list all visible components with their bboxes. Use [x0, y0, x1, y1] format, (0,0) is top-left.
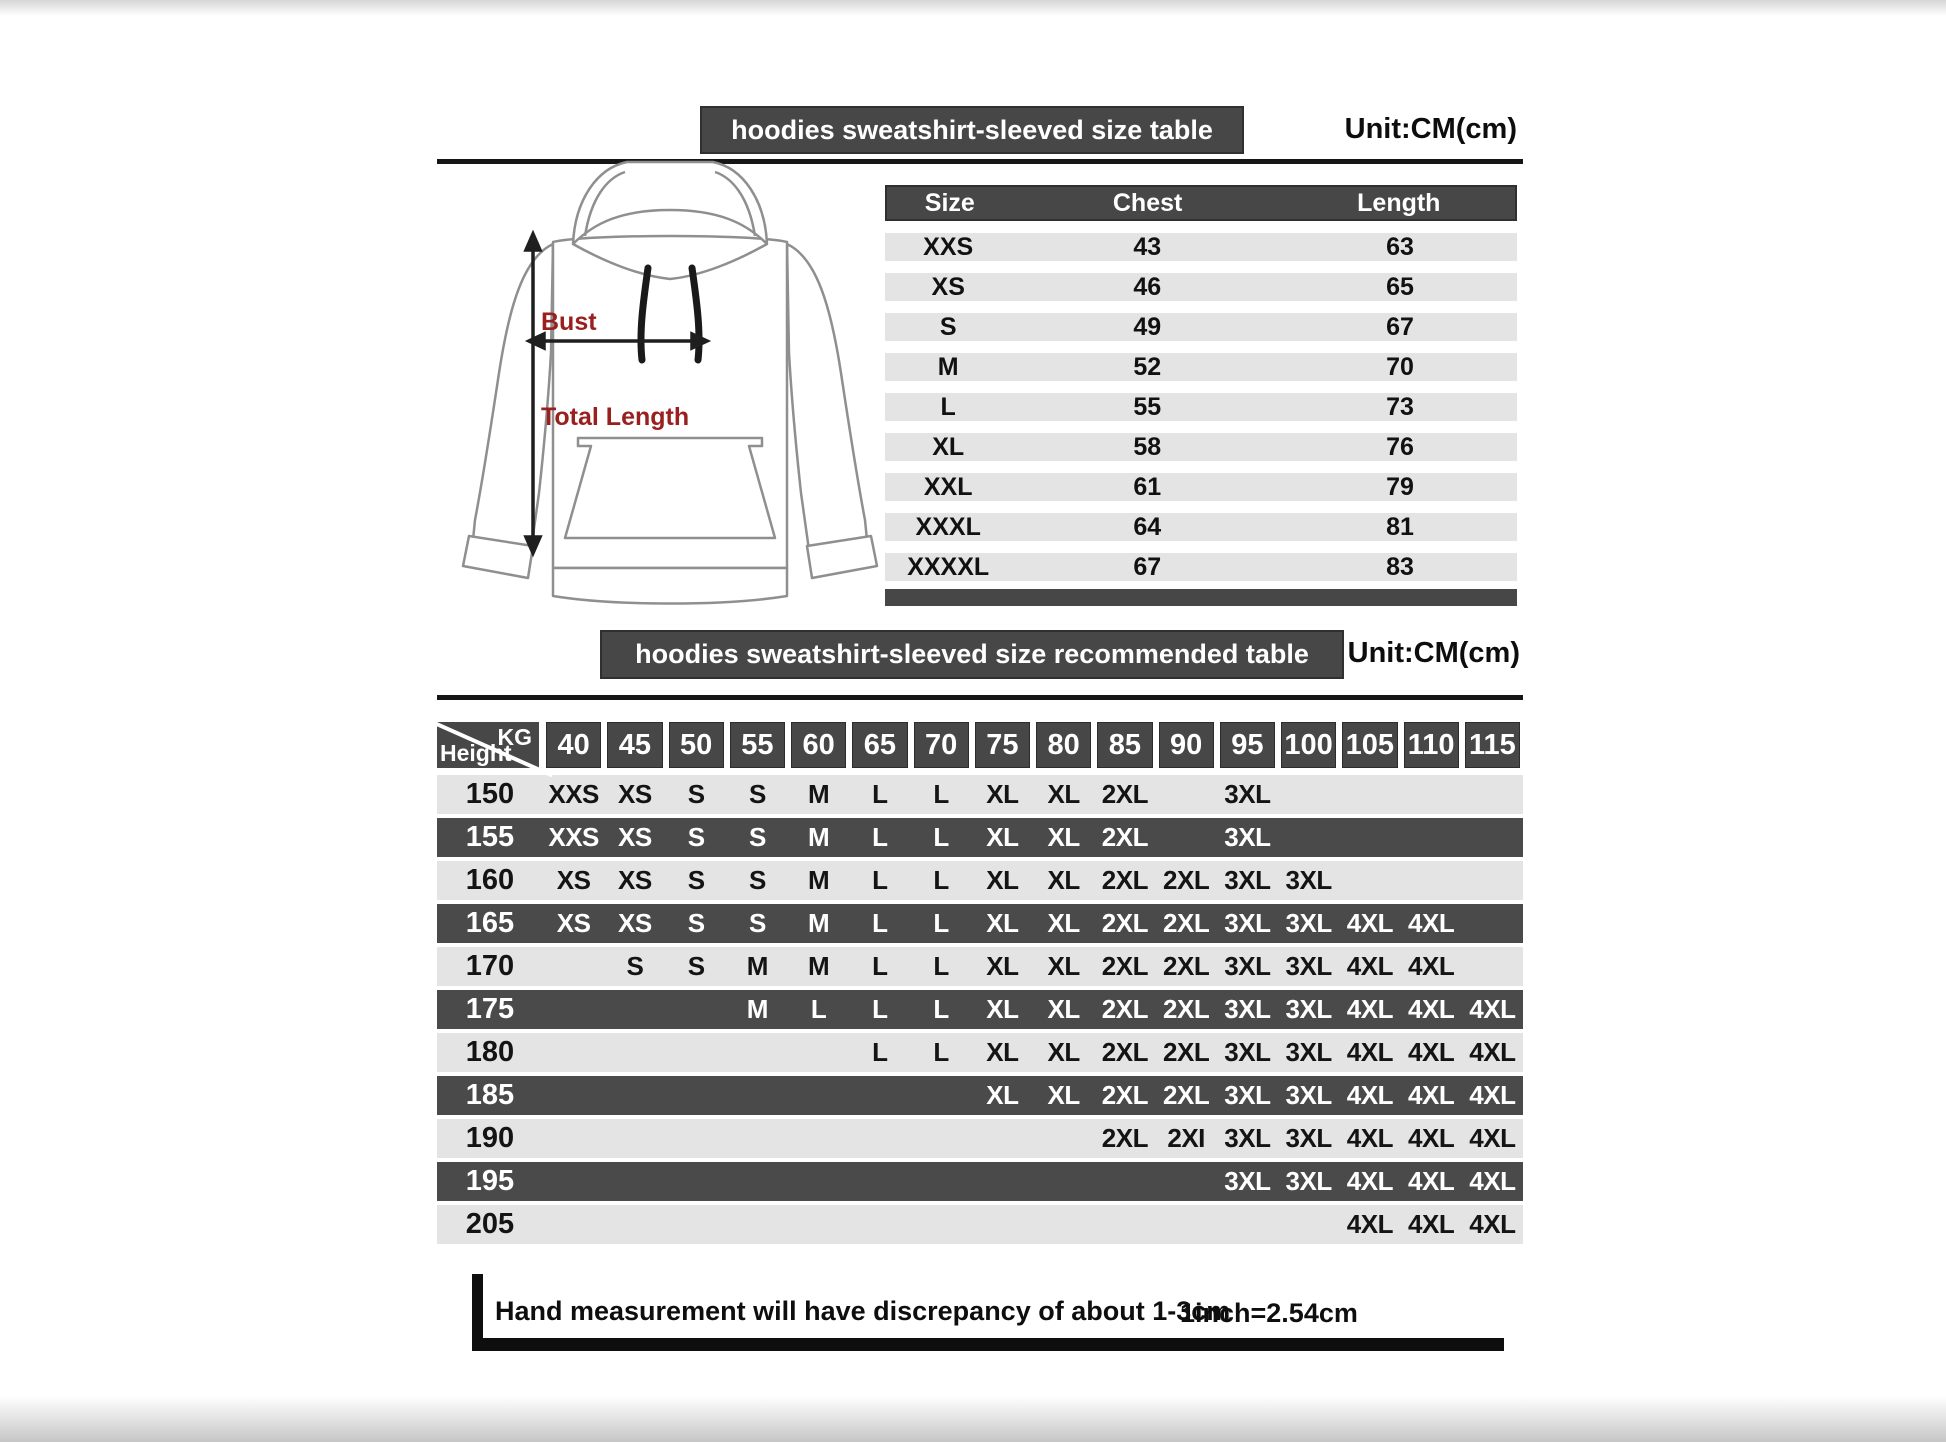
size-recommendation-cell: 2XL [1101, 951, 1148, 981]
size-recommendation-cell: 2XL [1101, 1123, 1148, 1153]
weight-header-cell: 70 [914, 722, 969, 768]
length-column-header: Length [1357, 188, 1441, 217]
size-recommendation-cell: M [808, 822, 830, 852]
recommended-row [437, 1033, 1523, 1072]
size-table-row [885, 353, 1517, 381]
divider-line-middle [437, 695, 1523, 700]
weight-header-cell: 45 [607, 722, 662, 768]
recommended-table-rows [437, 775, 1523, 1244]
recommended-row [437, 904, 1523, 943]
size-recommendation-cell: 2XL [1101, 1037, 1148, 1067]
chest-cell: 55 [1133, 393, 1162, 421]
recommended-row [437, 1162, 1523, 1201]
size-cell: XS [931, 273, 965, 301]
weight-header-cell: 90 [1159, 722, 1214, 768]
size-recommendation-cell: M [808, 908, 830, 938]
height-row-label: 175 [465, 993, 515, 1025]
size-recommendation-cell: XL [986, 994, 1019, 1024]
size-recommendation-cell: 4XL [1346, 994, 1393, 1024]
size-table-row [885, 313, 1517, 341]
size-recommendation-cell: 2XL [1163, 1037, 1210, 1067]
size-recommendation-cell: 2XL [1163, 994, 1210, 1024]
size-recommendation-cell: L [872, 865, 888, 895]
size-recommendation-cell: 4XL [1408, 994, 1455, 1024]
bust-label: Bust [541, 308, 597, 336]
size-recommendation-cell: 3XL [1224, 779, 1271, 809]
size-recommendation-cell: XL [1047, 951, 1080, 981]
size-recommendation-cell: XL [986, 951, 1019, 981]
recommended-row [437, 1205, 1523, 1244]
size-recommendation-cell: L [933, 865, 949, 895]
weight-header-cell: 50 [669, 722, 724, 768]
recommended-row [437, 861, 1523, 900]
size-recommendation-cell: XL [986, 779, 1019, 809]
chest-column-header: Chest [1112, 188, 1183, 217]
size-recommendation-cell: XL [1047, 1080, 1080, 1110]
size-recommendation-cell: S [626, 951, 644, 981]
size-column-header: Size [924, 188, 975, 217]
size-recommendation-cell: L [872, 908, 888, 938]
footnote-underline [472, 1338, 1504, 1351]
size-recommendation-cell: L [933, 994, 949, 1024]
total-length-label: Total Length [541, 403, 690, 431]
recommended-table-unit-label: Unit:CM(cm) [1347, 637, 1520, 669]
size-recommendation-cell: S [748, 865, 766, 895]
size-recommendation-cell: L [872, 994, 888, 1024]
size-recommendation-cell: 2XL [1163, 908, 1210, 938]
weight-header-cell: 75 [975, 722, 1030, 768]
chest-cell: 61 [1133, 473, 1162, 501]
size-recommendation-cell: 2XL [1101, 1080, 1148, 1110]
size-recommendation-cell: 4XL [1346, 1209, 1393, 1239]
size-recommendation-cell: L [872, 1037, 888, 1067]
size-recommendation-cell: XS [556, 908, 591, 938]
length-cell: 65 [1386, 273, 1414, 301]
size-recommendation-cell: XL [986, 865, 1019, 895]
hoodie-measurement-diagram [445, 148, 895, 628]
size-recommendation-cell: 4XL [1469, 1123, 1516, 1153]
height-row-label: 170 [465, 950, 515, 982]
size-recommendation-cell: L [872, 822, 888, 852]
size-recommendation-cell: XL [986, 1080, 1019, 1110]
size-recommendation-cell: 2XL [1101, 779, 1148, 809]
size-recommendation-cell: 3XL [1224, 951, 1271, 981]
size-recommendation-cell: XL [1047, 908, 1080, 938]
length-cell: 81 [1386, 513, 1414, 541]
size-cell: XL [932, 433, 965, 461]
weight-header-cell: 95 [1220, 722, 1275, 768]
hoodie-hem [553, 568, 787, 604]
size-recommendation-cell: 4XL [1346, 1166, 1393, 1196]
size-recommendation-cell: S [687, 822, 705, 852]
size-recommendation-cell: XXS [548, 779, 599, 809]
size-recommendation-cell: XS [556, 865, 591, 895]
height-row-label: 195 [465, 1165, 515, 1197]
size-recommendation-cell: L [810, 994, 827, 1024]
chest-cell: 49 [1133, 313, 1162, 341]
size-recommendation-cell: XL [1047, 994, 1080, 1024]
hoodie-pocket [565, 438, 775, 538]
recommended-row [437, 990, 1523, 1029]
height-row-label: 205 [465, 1208, 515, 1240]
length-cell: 67 [1386, 313, 1414, 341]
size-recommendation-cell: 4XL [1469, 1166, 1516, 1196]
size-recommendation-cell: XL [986, 908, 1019, 938]
size-recommendation-cell: 4XL [1346, 951, 1393, 981]
size-recommendation-cell: M [808, 779, 830, 809]
size-recommendation-cell: XS [618, 822, 652, 852]
size-recommendation-cell: XXS [548, 822, 599, 852]
inch-conversion-note: 1inch=2.54cm [1180, 1298, 1358, 1328]
chest-cell: 46 [1133, 273, 1162, 301]
size-recommendation-cell: XL [1047, 1037, 1080, 1067]
weight-header-cell: 115 [1465, 722, 1520, 768]
size-recommendation-cell: 4XL [1469, 994, 1516, 1024]
hoodie-hood [573, 162, 767, 244]
photo-edge-top [0, 0, 1946, 16]
size-cell: XXXXL [907, 553, 990, 581]
size-recommendation-cell: 4XL [1469, 1080, 1516, 1110]
recommended-table-title: hoodies sweatshirt-sleeved size recommended table [600, 630, 1344, 679]
size-recommendation-cell: L [933, 822, 949, 852]
size-recommendation-cell: L [933, 951, 949, 981]
size-recommendation-cell: S [748, 908, 766, 938]
height-row-label: 190 [465, 1122, 515, 1154]
size-recommendation-cell: S [687, 951, 705, 981]
size-recommendation-cell: 2XL [1101, 865, 1148, 895]
size-recommendation-cell: 3XL [1285, 1080, 1332, 1110]
size-recommendation-cell: 3XL [1224, 865, 1271, 895]
size-recommendation-cell: 4XL [1408, 951, 1455, 981]
weight-header-cell: 100 [1281, 722, 1336, 768]
size-recommendation-cell: 2XL [1163, 1080, 1210, 1110]
size-recommendation-cell: 4XL [1408, 1209, 1455, 1239]
size-recommendation-cell: 3XL [1285, 951, 1332, 981]
size-recommendation-cell: L [933, 779, 949, 809]
size-recommendation-cell: 3XL [1285, 908, 1332, 938]
size-recommendation-cell: M [808, 951, 830, 981]
recommended-table-header [437, 722, 1523, 768]
weight-header-cell: 105 [1342, 722, 1397, 768]
size-table-row [885, 273, 1517, 301]
size-recommendation-cell: 4XL [1408, 1037, 1455, 1067]
size-table-row [885, 433, 1517, 461]
weight-header-cell: 80 [1036, 722, 1091, 768]
size-recommendation-cell: 3XL [1224, 908, 1271, 938]
size-recommendation-cell: XL [986, 1037, 1019, 1067]
hoodie-left-sleeve [473, 244, 553, 550]
length-cell: 83 [1386, 553, 1414, 581]
size-recommendation-cell: 4XL [1408, 1080, 1455, 1110]
size-recommendation-cell: 2XL [1101, 994, 1148, 1024]
length-cell: 70 [1386, 353, 1414, 381]
size-recommendation-cell: 4XL [1346, 1080, 1393, 1110]
recommended-row [437, 775, 1523, 814]
size-table-row [885, 553, 1517, 581]
measurement-discrepancy-note: Hand measurement will have discrepancy of about 1-3cm [495, 1296, 1231, 1326]
size-recommendation-cell: 3XL [1285, 865, 1332, 895]
size-recommendation-cell: M [746, 994, 768, 1024]
recommended-row [437, 818, 1523, 857]
size-recommendation-cell: 4XL [1346, 1037, 1393, 1067]
size-recommendation-cell: 4XL [1346, 908, 1393, 938]
size-recommendation-cell: 3XL [1285, 1166, 1332, 1196]
size-recommendation-cell: 3XL [1285, 1123, 1332, 1153]
length-cell: 76 [1386, 433, 1414, 461]
size-recommendation-cell: 3XL [1224, 1080, 1271, 1110]
size-table-header [885, 185, 1517, 221]
size-table-row [885, 513, 1517, 541]
size-recommendation-cell: S [687, 779, 705, 809]
size-recommendation-cell: XL [1047, 822, 1080, 852]
recommended-row [437, 1076, 1523, 1115]
size-recommendation-cell: XL [1047, 779, 1080, 809]
size-recommendation-cell: 4XL [1408, 1166, 1455, 1196]
size-recommendation-cell: 3XL [1285, 1037, 1332, 1067]
weight-header-cell: 60 [791, 722, 846, 768]
size-cell: S [939, 313, 957, 341]
size-recommendation-cell: S [748, 822, 766, 852]
size-recommendation-cell: 2XL [1101, 822, 1148, 852]
footnote-vertical-bar [472, 1274, 483, 1342]
length-cell: 79 [1386, 473, 1414, 501]
size-recommendation-cell: XL [1047, 865, 1080, 895]
chest-cell: 67 [1133, 553, 1162, 581]
height-row-label: 155 [465, 821, 515, 853]
size-recommendation-cell: 3XL [1224, 994, 1271, 1024]
size-recommendation-cell: L [872, 779, 888, 809]
photo-edge-bottom [0, 1396, 1946, 1442]
size-cell: L [940, 393, 956, 421]
height-row-label: 160 [465, 864, 515, 896]
recommended-row [437, 947, 1523, 986]
weight-header-cell: 40 [546, 722, 601, 768]
length-cell: 73 [1386, 393, 1414, 421]
size-table-title: hoodies sweatshirt-sleeved size table [700, 106, 1244, 154]
size-recommendation-cell: 2XL [1101, 908, 1148, 938]
size-recommendation-cell: L [933, 1037, 949, 1067]
hoodie-right-sleeve [787, 244, 867, 550]
size-recommendation-cell: 4XL [1469, 1209, 1516, 1239]
size-recommendation-cell: XS [618, 779, 652, 809]
size-recommendation-cell: 4XL [1408, 1123, 1455, 1153]
kg-axis-label: KG [497, 724, 532, 750]
size-recommendation-cell: 4XL [1346, 1123, 1393, 1153]
size-recommendation-cell: 3XL [1224, 1166, 1271, 1196]
height-row-label: 180 [465, 1036, 515, 1068]
size-recommendation-cell: S [687, 908, 705, 938]
height-row-label: 185 [465, 1079, 515, 1111]
size-recommendation-cell: XS [618, 908, 652, 938]
length-cell: 63 [1386, 233, 1414, 261]
size-recommendation-cell: M [746, 951, 768, 981]
size-cell: M [937, 353, 959, 381]
size-table-unit-label: Unit:CM(cm) [1344, 113, 1517, 145]
size-recommendation-cell: M [808, 865, 830, 895]
chest-cell: 52 [1133, 353, 1162, 381]
chest-cell: 64 [1133, 513, 1162, 541]
size-recommendation-cell: 3XL [1224, 1037, 1271, 1067]
size-table-rows [885, 233, 1517, 581]
size-recommendation-cell: 2XI [1167, 1123, 1205, 1153]
recommended-table [437, 722, 1523, 1248]
size-recommendation-cell: 2XL [1163, 951, 1210, 981]
size-recommendation-cell: S [748, 779, 766, 809]
weight-header-cell: 65 [852, 722, 907, 768]
size-table-row [885, 233, 1517, 261]
height-axis-label: Height [440, 740, 512, 766]
size-recommendation-cell: 3XL [1285, 994, 1332, 1024]
size-recommendation-cell: S [687, 865, 705, 895]
chest-cell: 43 [1133, 233, 1162, 261]
size-table-row [885, 473, 1517, 501]
size-table-bottom-bar [885, 589, 1517, 606]
size-recommendation-cell: 4XL [1469, 1037, 1516, 1067]
height-kg-corner-cell [437, 722, 539, 768]
weight-header-cell: 85 [1097, 722, 1152, 768]
weight-header-cell: 110 [1404, 722, 1459, 768]
chest-cell: 58 [1133, 433, 1162, 461]
height-row-label: 165 [465, 907, 515, 939]
size-recommendation-cell: 2XL [1163, 865, 1210, 895]
size-recommendation-cell: 4XL [1408, 908, 1455, 938]
size-table [885, 185, 1517, 606]
size-recommendation-cell: XS [618, 865, 652, 895]
size-table-row [885, 393, 1517, 421]
size-recommendation-cell: 3XL [1224, 822, 1271, 852]
recommended-row [437, 1119, 1523, 1158]
size-recommendation-cell: L [872, 951, 888, 981]
size-recommendation-cell: 3XL [1224, 1123, 1271, 1153]
size-recommendation-cell: L [933, 908, 949, 938]
weight-header-cell: 55 [730, 722, 785, 768]
size-cell: XXS [923, 233, 974, 261]
size-recommendation-cell: XL [986, 822, 1019, 852]
height-row-label: 150 [465, 778, 515, 810]
size-cell: XXXL [915, 513, 981, 541]
size-cell: XXL [923, 473, 973, 501]
